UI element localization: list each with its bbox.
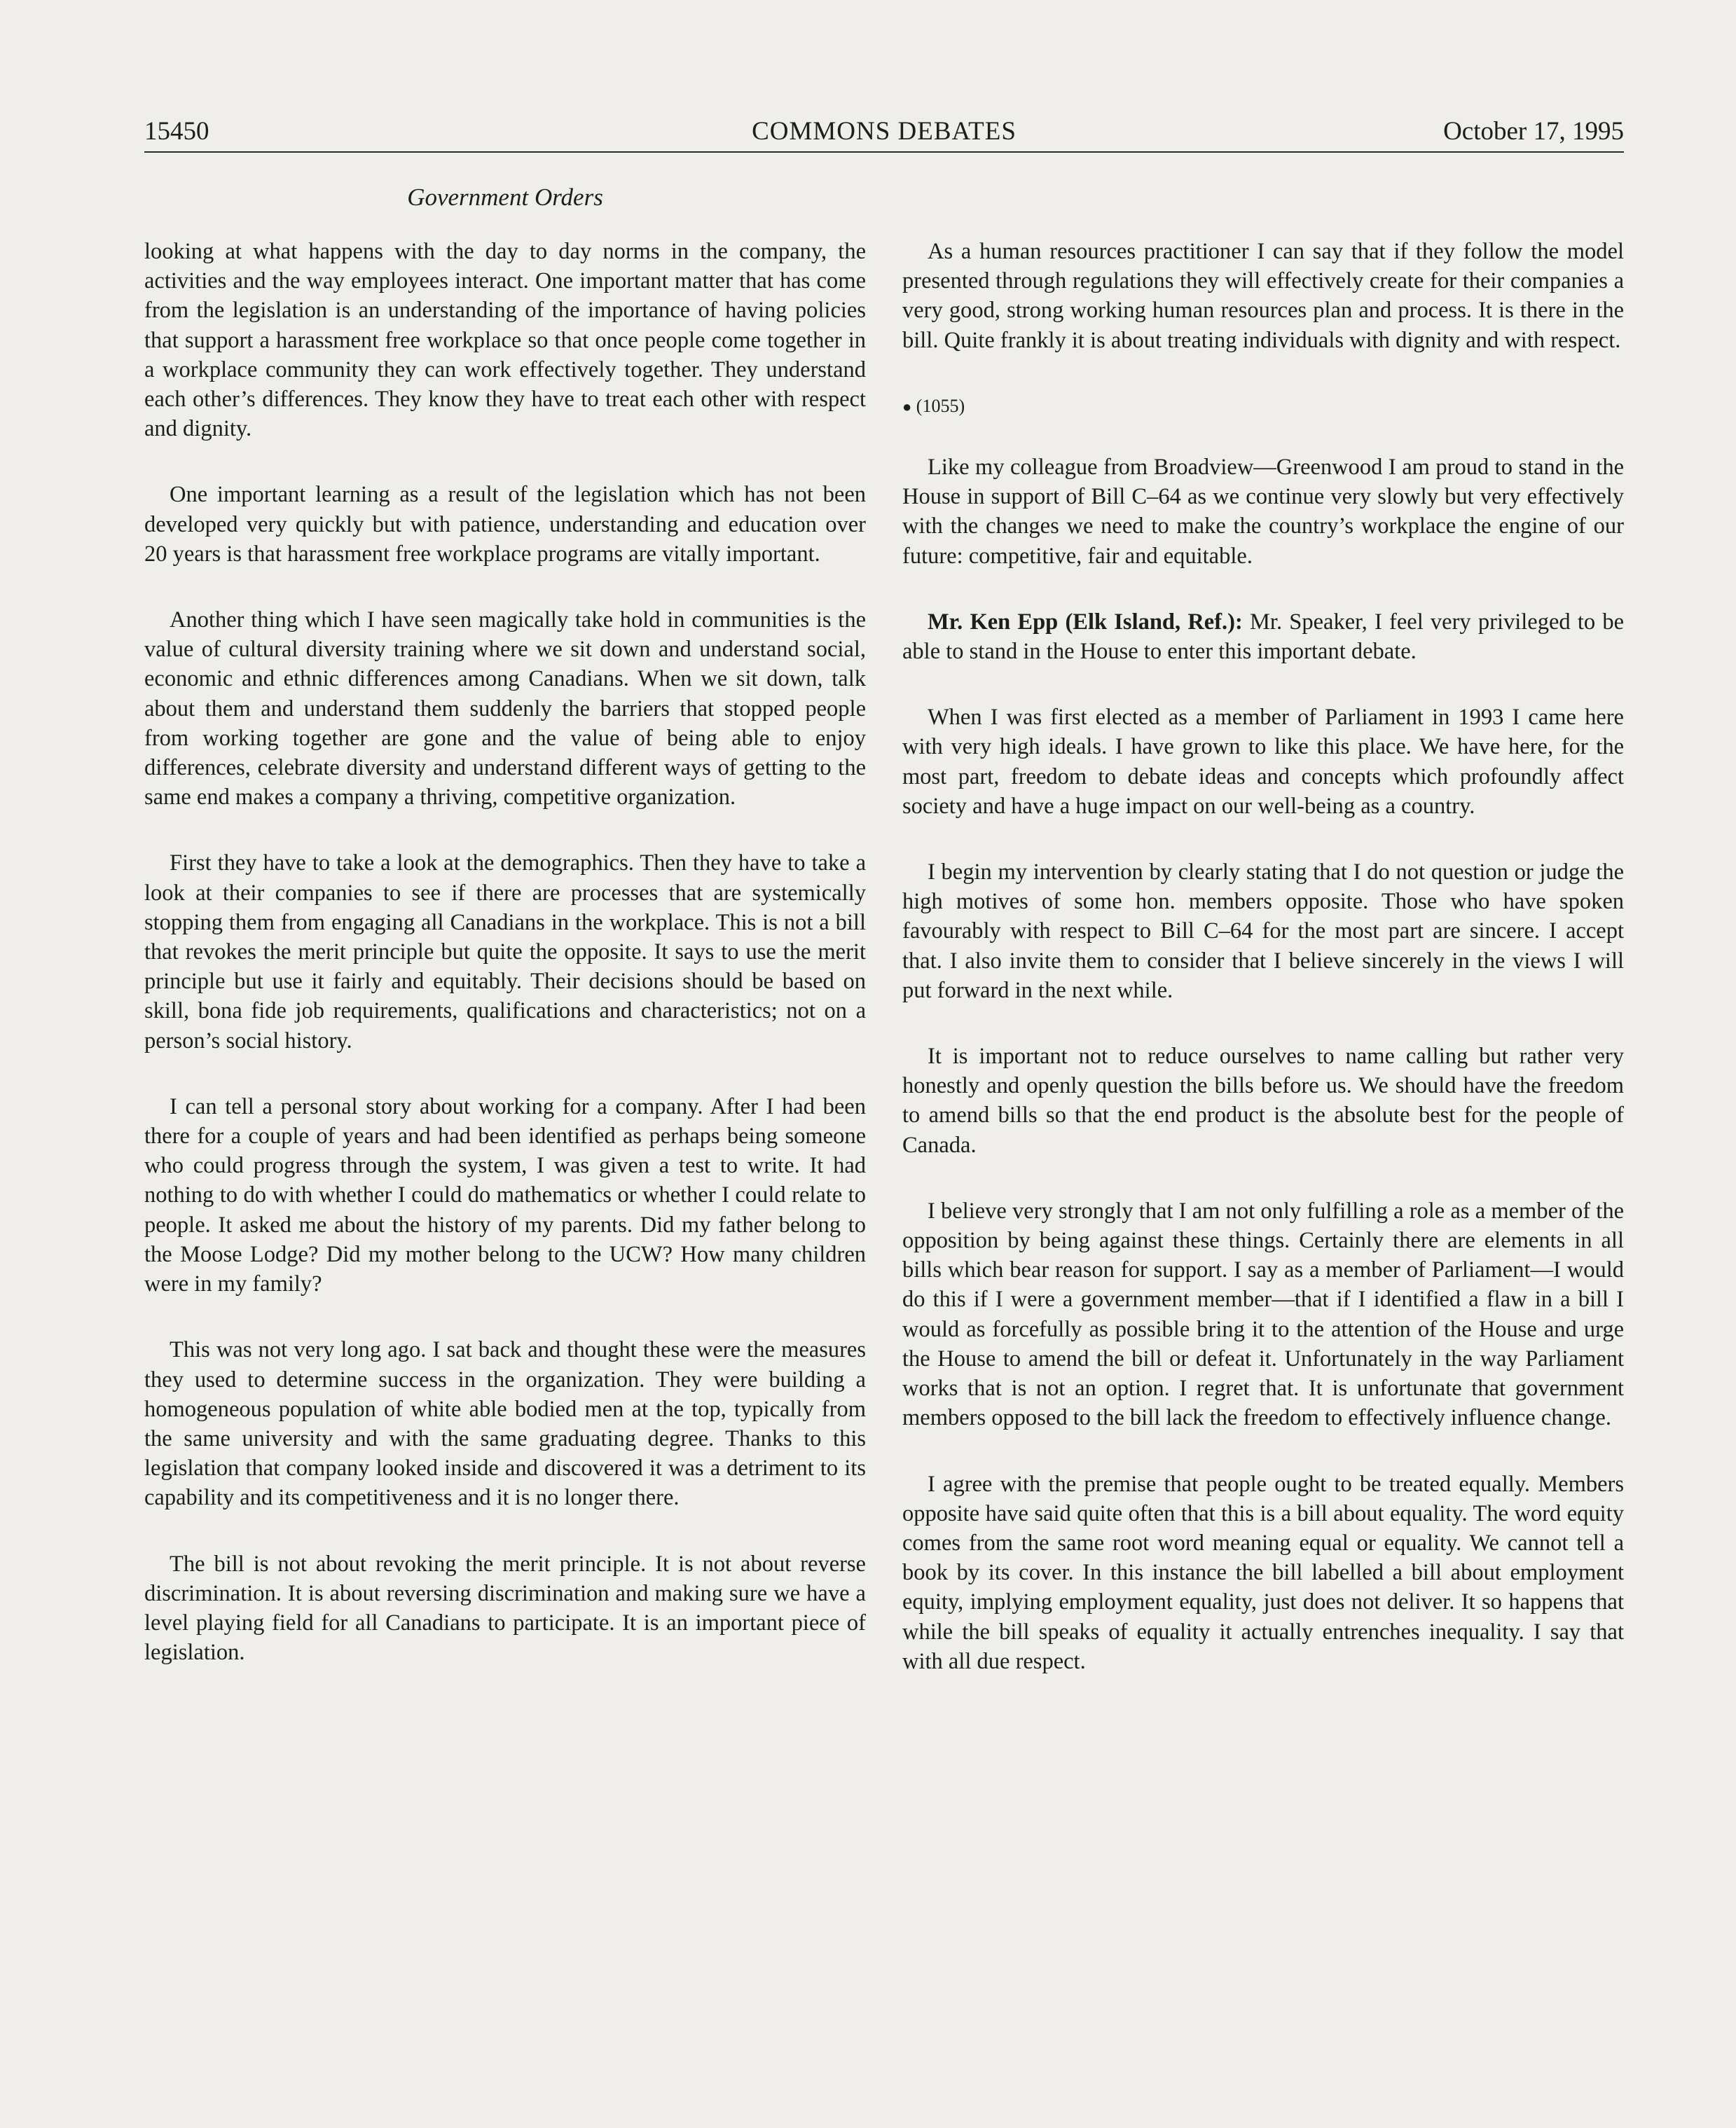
time-marker-text: (1055)	[916, 395, 965, 416]
paragraph: First they have to take a look at the demographics. Then they have to take a look at their companies to see if there are processes that are systemically stopping them from engaging all Canadians in the workplace. This is not a bill that revokes the merit principle but quite the opposite. It says to use the merit principle but use it fairly and equitably. Their decisions should be based on skill, bona fide job requirements, qualifications and characteristics; not on a person’s social history.	[144, 850, 866, 1053]
paragraph: Like my colleague from Broadview—Greenwood I am proud to stand in the House in support of Bill C–64 as we continue very slowly but very effectively with the changes we need to make the country’s workplace the engine of our future: competitive, fair and equitable.	[902, 455, 1624, 569]
paragraph: The bill is not about revoking the merit principle. It is not about reverse discrimination. It is about reversing discrimination and making sure we have a level playing field for all Canadians to participate. It is an important piece of legislation.	[144, 1551, 866, 1666]
right-column	[902, 237, 1624, 1713]
speaker-paragraph	[902, 607, 1624, 666]
paragraph: One important learning as a result of the legislation which has not been developed very quickly but with patience, understanding and education over 20 years is that harassment free workplace programs are vitally important.	[144, 482, 866, 567]
section-title: Government Orders	[407, 184, 603, 211]
speaker-name: Mr. Ken Epp (Elk Island, Ref.):	[928, 609, 1243, 635]
paragraph: I can tell a personal story about working for a company. After I had been there for a couple of years and had been identified as perhaps being someone who could progress through the system, I was given a test to write. It had nothing to do with whether I could do mathematics or whether I could relate to people. It asked me about the history of my parents. Did my father belong to the Moose Lodge? Did my mother belong to the UCW? How many children were in my family?	[144, 1093, 866, 1297]
page-number: 15450	[144, 117, 209, 146]
left-column	[144, 237, 866, 1704]
paragraph: This was not very long ago. I sat back and thought these were the measures they used to determine success in the organization. They were building a homogeneous population of white able bodied men at the top, typically from the same university and with the same graduating degree. Thanks to this legislation that company looked inside and discovered it was a detriment to its capability and its competitiveness and it is no longer there.	[144, 1337, 866, 1511]
paragraph: As a human resources practitioner I can say that if they follow the model presented through regulations they will effectively create for their companies a very good, strong working human resources plan and process. It is there in the bill. Quite frankly it is about treating individuals with dignity and with respect.	[902, 239, 1624, 353]
speaker-text: Mr. Speaker, I feel very privileged to be able to stand in the House to enter this important debate.	[902, 609, 1625, 665]
page-date: October 17, 1995	[1443, 117, 1624, 146]
paragraph: I begin my intervention by clearly stating that I do not question or judge the high motives of some hon. members opposite. Those who have spoken favourably with respect to Bill C–64 for the most part are sincere. I accept that. I also invite them to consider that I believe sincerely in the views I will put forward in the next while.	[902, 859, 1624, 1003]
bullet-icon: ●	[902, 397, 912, 415]
paragraph: looking at what happens with the day to day norms in the company, the activities and the way employees interact. One important matter that has come from the legislation is an understanding of the importance of having policies that support a harassment free workplace so that once people come together in a workplace community they can work effectively together. They understand each other’s differences. They know they have to treat each other with respect and dignity.	[144, 239, 866, 442]
paragraph: It is important not to reduce ourselves to name calling but rather very honestly and openly question the bills before us. We should have the freedom to amend bills so that the end product is the absolute best for the people of Canada.	[902, 1044, 1624, 1158]
time-marker	[902, 392, 1624, 422]
paragraph: I agree with the premise that people ought to be treated equally. Members opposite have said quite often that this is a bill about equality. The word equity comes from the same root word meaning equal or equality. We cannot tell a book by its cover. In this instance the bill labelled a bill about employment equity, implying employment equality, just does not deliver. It so happens that while the bill speaks of equality it actually entrenches inequality. I say that with all due respect.	[902, 1471, 1624, 1674]
page-header	[144, 112, 1624, 154]
paragraph: When I was first elected as a member of Parliament in 1993 I came here with very high ideals. I have grown to like this place. We have here, for the most part, freedom to debate ideas and concepts which profoundly affect society and have a huge impact on our well-being as a country.	[902, 705, 1624, 819]
paragraph: Another thing which I have seen magically take hold in communities is the value of cultural diversity training where we sit down and understand social, economic and ethnic differences among Canadians. When we sit down, talk about them and understand them suddenly the barriers that stopped people from working together are gone and the value of being able to enjoy differences, celebrate diversity and understand different ways of getting to the same end makes a company a thriving, competitive organization.	[144, 607, 866, 810]
publication-title: COMMONS DEBATES	[752, 117, 1017, 146]
header-rule	[144, 151, 1624, 153]
paragraph: I believe very strongly that I am not only fulfilling a role as a member of the opposition by being against these things. Certainly there are elements in all bills which bear reason for support. I say as a member of Parliament—I would do this if I were a government member—that if I identified a flaw in a bill I would as forcefully as possible bring it to the attention of the House and urge the House to amend the bill or defeat it. Unfortunately in the way Parliament works that is not an option. I regret that. It is unfortunate that government members opposed to the bill lack the freedom to effectively influence change.	[902, 1198, 1624, 1431]
